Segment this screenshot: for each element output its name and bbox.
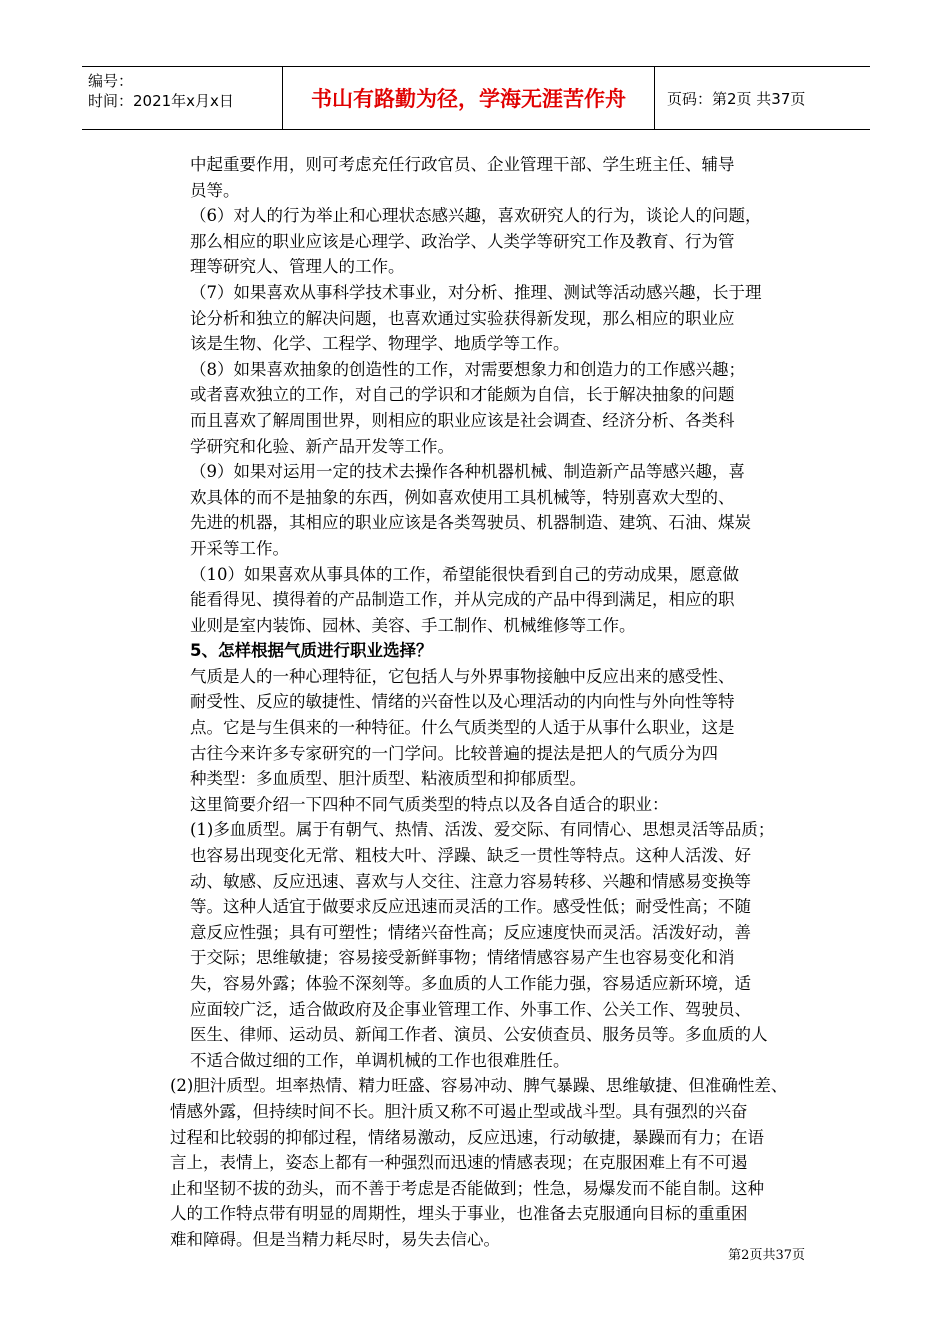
text-line: （6）对人的行为举止和心理状态感兴趣，喜欢研究人的行为，谈论人的问题，	[190, 206, 762, 226]
text-line: 该是生物、化学、工程学、物理学、地质学等工作。	[190, 334, 570, 354]
text-line: 止和坚韧不拔的劲头，而不善于考虑是否能做到；性急，易爆发而不能自制。这种	[170, 1178, 764, 1198]
text-line: （9）如果对运用一定的技术去操作各种机器机械、制造新产品等感兴趣，喜	[190, 462, 745, 482]
text-line: 学研究和化验、新产品开发等工作。	[190, 436, 454, 456]
text-line: 言上，表情上，姿态上都有一种强烈而迅速的情感表现；在克服困难上有不可遏	[170, 1153, 748, 1173]
text-line: 等。这种人适宜于做要求反应迅速而灵活的工作。感受性低；耐受性高；不随	[190, 897, 751, 917]
text-line: 气质是人的一种心理特征，它包括人与外界事物接触中反应出来的感受性、	[190, 666, 735, 686]
header-meta	[82, 67, 282, 129]
document-body	[0, 152, 950, 1253]
text-line: （8）如果喜欢抽象的创造性的工作，对需要想象力和创造力的工作感兴趣；	[190, 359, 745, 379]
text-line: 而且喜欢了解周围世界，则相应的职业应该是社会调查、经济分析、各类科	[190, 410, 735, 430]
text-line: 不适合做过细的工作，单调机械的工作也很难胜任。	[190, 1050, 570, 1070]
text-line: 于交际；思维敏捷；容易接受新鲜事物；情绪情感容易产生也容易变化和消	[190, 948, 735, 968]
text-line: 情感外露，但持续时间不长。胆汁质又称不可遏止型或战斗型。具有强烈的兴奋	[170, 1101, 748, 1121]
text-line: 能看得见、摸得着的产品制造工作，并从完成的产品中得到满足，相应的职	[190, 590, 735, 610]
page-header	[82, 66, 870, 130]
text-line: (1)多血质型。属于有朝气、热情、活泼、爱交际、有同情心、思想灵活等品质；	[190, 820, 775, 840]
text-line: 种类型：多血质型、胆汁质型、粘液质型和抑郁质型。	[190, 769, 586, 789]
text-line: 中起重要作用，则可考虑充任行政官员、企业管理干部、学生班主任、辅导	[190, 155, 735, 174]
text-line: 理等研究人、管理人的工作。	[190, 257, 405, 277]
text-line: （10）如果喜欢从事具体的工作，希望能很快看到自己的劳动成果，愿意做	[190, 564, 739, 584]
text-line: 失，容易外露；体验不深刻等。多血质的人工作能力强，容易适应新环境，适	[190, 974, 751, 993]
text-line: 点。它是与生俱来的一种特征。什么气质类型的人适于从事什么职业，这是	[190, 718, 735, 738]
text-line: 论分析和独立的解决问题，也喜欢通过实验获得新发现，那么相应的职业应	[190, 308, 735, 328]
text-line: (2)胆汁质型。坦率热情、精力旺盛、容易冲动、脾气暴躁、思维敏捷、但准确性差、	[170, 1076, 788, 1096]
text-line: 古往今来许多专家研究的一门学问。比较普遍的提法是把人的气质分为四	[190, 743, 718, 763]
text-line: 或者喜欢独立的工作，对自己的学识和才能颇为自信，长于解决抽象的问题	[190, 385, 735, 405]
text-line: 欢具体的而不是抽象的东西，例如喜欢使用工具机械等，特别喜欢大型的、	[190, 487, 735, 507]
text-line: 先进的机器，其相应的职业应该是各类驾驶员、机器制造、建筑、石油、煤炭	[190, 513, 751, 533]
text-line: 应面较广泛，适合做政府及企事业管理工作、外事工作、公关工作、驾驶员、	[190, 999, 751, 1019]
text-line: 这里简要介绍一下四种不同气质类型的特点以及各自适合的职业：	[190, 794, 669, 814]
number-label: 编号：	[88, 72, 134, 90]
text-line: 那么相应的职业应该是心理学、政治学、人类学等研究工作及教育、行为管	[190, 231, 735, 251]
text-line: 业则是室内装饰、园林、美容、手工制作、机械维修等工作。	[190, 615, 636, 635]
section-heading: 5、怎样根据气质进行职业选择？	[190, 641, 433, 661]
text-line: 难和障碍。但是当精力耗尽时，易失去信心。	[170, 1229, 500, 1249]
text-line: 员等。	[190, 180, 240, 200]
text-line: （7）如果喜欢从事科学技术事业，对分析、推理、测试等活动感兴趣，长于理	[190, 282, 762, 302]
text-line: 过程和比较弱的抑郁过程，情绪易激动，反应迅速，行动敏捷，暴躁而有力；在语	[170, 1127, 764, 1147]
text-line: 意反应性强；具有可塑性；情绪兴奋性高；反应速度快而灵活。活泼好动，善	[190, 922, 751, 942]
text-line: 动、敏感、反应迅速、喜欢与人交往、注意力容易转移、兴趣和情感易变换等	[190, 871, 751, 891]
text-line: 开采等工作。	[190, 538, 289, 558]
time-label: 时间：2021年x月x日	[88, 92, 234, 110]
header-motto: 书山有路勤为径，学海无涯苦作舟	[282, 67, 655, 129]
text-line: 人的工作特点带有明显的周期性，埋头于事业，也准备去克服通向目标的重重困	[170, 1204, 748, 1224]
page-footer: 第2页共37页	[728, 1248, 805, 1263]
text-line: 耐受性、反应的敏捷性、情绪的兴奋性以及心理活动的内向性与外向性等特	[190, 692, 735, 712]
text-line: 也容易出现变化无常、粗枝大叶、浮躁、缺乏一贯性等特点。这种人活泼、好	[190, 846, 751, 866]
header-page-number: 页码：第2页 共37页	[667, 89, 806, 108]
text-line: 医生、律师、运动员、新闻工作者、演员、公安侦查员、服务员等。多血质的人	[190, 1025, 768, 1045]
